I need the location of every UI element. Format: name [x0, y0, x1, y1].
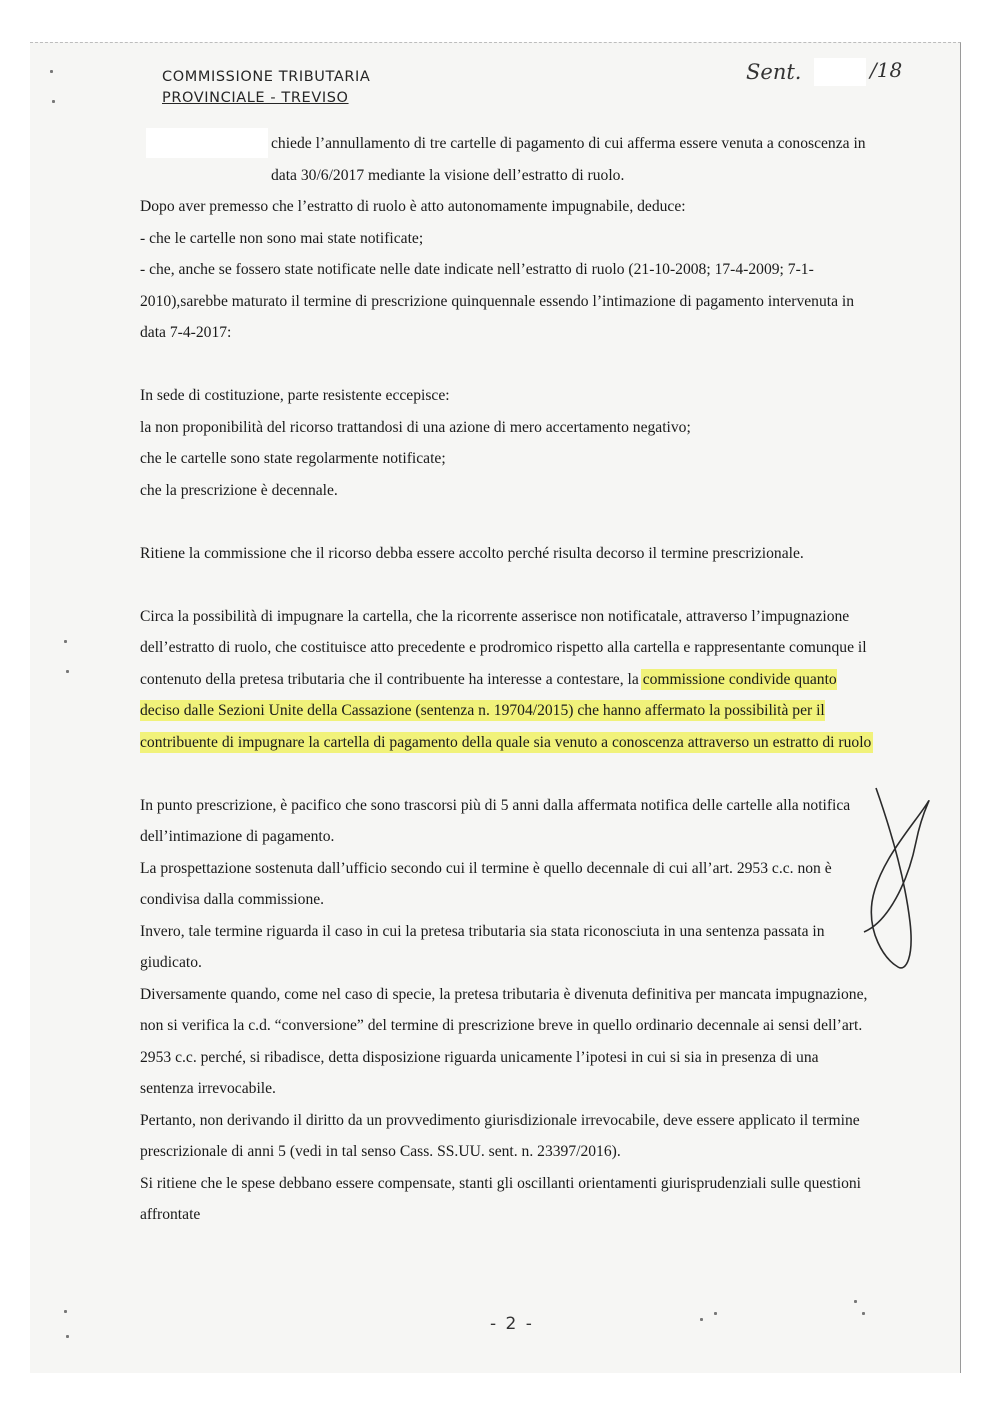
paragraph-prescription-5: Pertanto, non derivando il diritto da un provvedimento giurisdizionale irrevocabile, deve essere applicato il termine prescrizionale di anni 5 (vedi in tal senso Cass. SS.UU. sent. n. 23397/2016).	[140, 1111, 860, 1160]
sentence-ref-prefix: Sent.	[746, 60, 802, 84]
scan-speck	[64, 640, 67, 643]
paragraph-premise: Dopo aver premesso che l’estratto di ruolo è atto autonomamente impugnabile, deduce:	[140, 198, 686, 215]
paragraph-defense-3: che la prescrizione è decennale.	[140, 481, 338, 499]
paragraph-costs: Si ritiene che le spese debbano essere compensate, stanti gli oscillanti orientamenti giurisprudenziali sulle questioni affrontate	[140, 1174, 862, 1223]
court-header	[162, 67, 370, 109]
court-header-line2: PROVINCIALE - TREVISO	[162, 90, 349, 106]
paragraph-defense-intro: In sede di costituzione, parte resistente eccepisce:	[140, 387, 450, 404]
paragraph-intro: chiede l’annullamento di tre cartelle di pagamento di cui afferma essere venuta a conoscenza in data 30/6/2017 mediante la visione dell’estratto di ruolo.	[271, 135, 866, 184]
signature-mark	[858, 782, 938, 982]
highlighted-text: commissione condivide quanto deciso dalle Sezioni Unite della Cassazione (sentenza n. 19704/2015) che hanno affermato la possibilità per il contribuente di impugnare la cartella di pagamento della quale sia venuto a conoscenza attraverso un estratto di ruolo	[140, 670, 872, 751]
paragraph-defense-2: che le cartelle sono state regolarmente notificate;	[140, 450, 446, 467]
paragraph-prescription-2: La prospettazione sostenuta dall’ufficio secondo cui il termine è quello decennale di cui all’art. 2953 c.c. non è condivisa dalla commissione.	[140, 859, 832, 908]
paragraph-prescription-1: In punto prescrizione, è pacifico che sono trascorsi più di 5 anni dalla affermata notifica delle cartelle alla notifica dell’intimazione di pagamento.	[140, 796, 851, 845]
scan-speck	[700, 1318, 703, 1321]
sentence-ref-suffix: /18	[870, 58, 903, 82]
scan-speck	[714, 1312, 717, 1315]
paragraph-ruling: Ritiene la commissione che il ricorso debba essere accolto perché risulta decorso il termine prescrizionale.	[140, 544, 804, 562]
page-number: - 2 -	[490, 1314, 534, 1334]
document-body	[140, 128, 875, 1231]
paragraph-claim-2: - che, anche se fossero state notificate nelle date indicate nell’estratto di ruolo (21-10-2008; 17-4-2009; 7-1-2010),sarebbe maturato il termine di prescrizione quinquennale essendo l’intimazione di pagamento intervenuta in data 7-4-2017:	[140, 261, 855, 341]
impugnation-text: Circa la possibilità di impugnare la cartella, che la ricorrente asserisce non notificatale, attraverso l’impugnazione dell’estratto di ruolo, che costituisce atto precedente e prodromico rispetto alla cartella e rappresentante comunque il contenuto della pretesa tributaria che il contribuente ha interesse a contestare, la	[140, 607, 867, 688]
scan-speck	[854, 1300, 857, 1303]
paragraph-defense-1: la non proponibilità del ricorso trattandosi di una azione di mero accertamento negativo;	[140, 418, 691, 436]
paragraph-prescription-3: Invero, tale termine riguarda il caso in cui la pretesa tributaria sia stata riconosciuta in una sentenza passata in giudicato.	[140, 922, 825, 971]
paragraph-impugnation	[140, 601, 875, 759]
scan-speck	[862, 1312, 865, 1315]
scan-speck	[66, 670, 69, 673]
scan-speck	[66, 1335, 69, 1338]
scan-speck	[64, 1310, 67, 1313]
redaction-box	[814, 58, 866, 86]
paragraph-claim-1: - che le cartelle non sono mai state notificate;	[140, 229, 424, 247]
court-header-line1: COMMISSIONE TRIBUTARIA	[162, 69, 371, 85]
scan-speck	[52, 100, 55, 103]
paragraph-prescription-4: Diversamente quando, come nel caso di specie, la pretesa tributaria è divenuta definitiva per mancata impugnazione, non si verifica la c.d. “conversione” del termine di prescrizione breve in quello ordinario decennale ai sensi dell’art. 2953 c.c. perché, si ribadisce, detta disposizione riguarda unicamente l’ipotesi in cui si sia in presenza di una sentenza irrevocabile.	[140, 985, 868, 1097]
scan-speck	[50, 70, 53, 73]
